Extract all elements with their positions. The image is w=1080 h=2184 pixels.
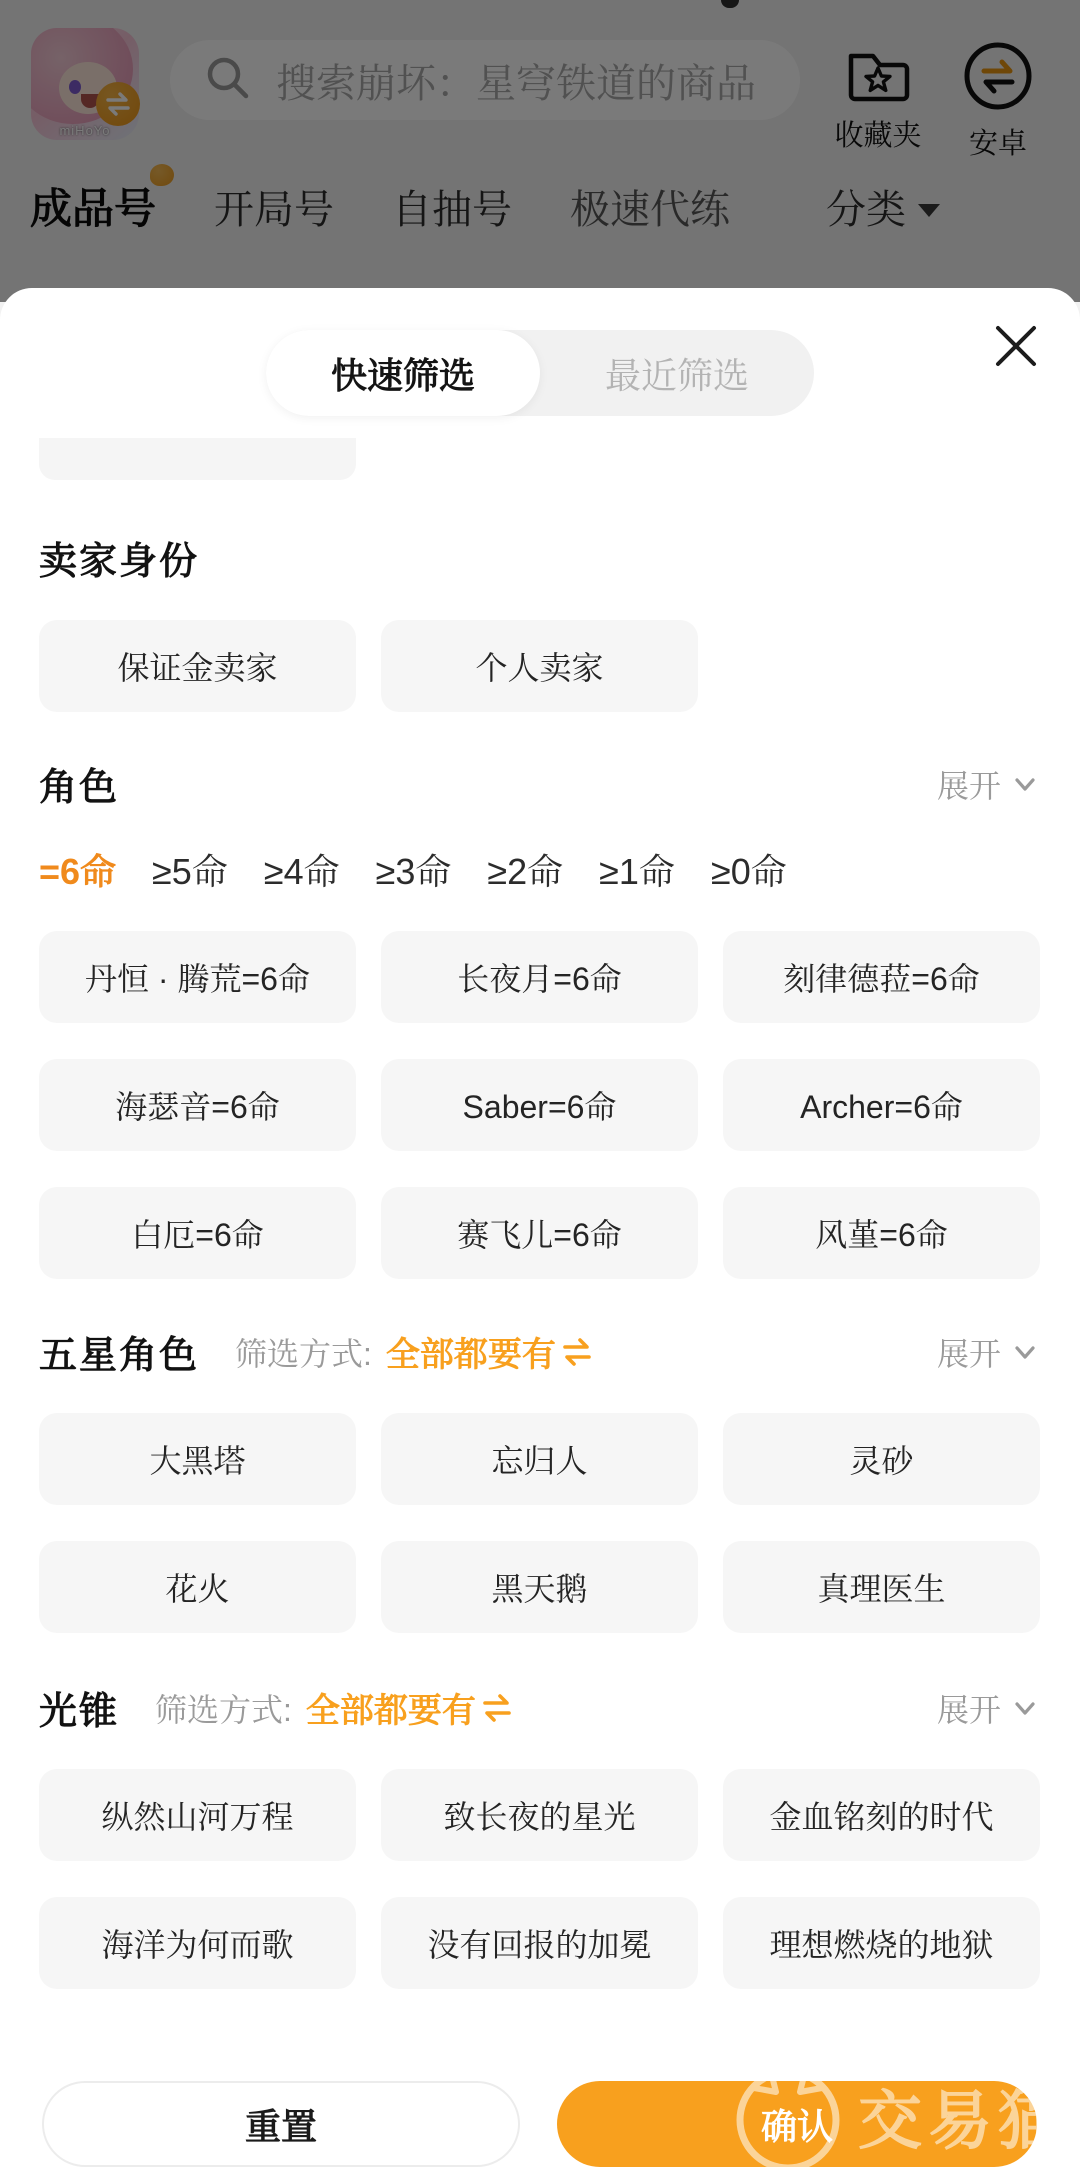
close-icon: [990, 320, 1042, 377]
expand-button[interactable]: 展开: [937, 761, 1041, 807]
five-star-options: [39, 1413, 1040, 1633]
tab-recent-filter[interactable]: 最近筛选: [604, 354, 749, 396]
filter-sheet: [0, 288, 1080, 2184]
filter-option[interactable]: 长夜月=6命: [381, 931, 698, 1023]
filter-option[interactable]: 花火: [39, 1541, 356, 1633]
eidolon-chip[interactable]: ≥0命: [710, 851, 787, 892]
chevron-down-icon: [1009, 768, 1041, 800]
filter-option[interactable]: 纵然山河万程: [39, 1769, 356, 1861]
seller-options: [39, 620, 1040, 712]
reset-button[interactable]: 重置: [42, 2081, 520, 2167]
filter-option[interactable]: 真理医生: [723, 1541, 1040, 1633]
section-seller-identity: [39, 530, 1041, 585]
close-button[interactable]: [980, 312, 1052, 384]
scrolled-option-stub[interactable]: [39, 438, 356, 480]
eidolon-chip[interactable]: ≥5命: [152, 851, 228, 892]
filter-option[interactable]: 黑天鹅: [381, 1541, 698, 1633]
eidolon-chip-row: [39, 844, 1041, 895]
expand-button[interactable]: 展开: [937, 1685, 1041, 1731]
confirm-button[interactable]: 确认: [557, 2081, 1037, 2167]
eidolon-chip[interactable]: =6命: [39, 851, 117, 892]
filter-option[interactable]: 金血铭刻的时代: [723, 1769, 1040, 1861]
filter-option[interactable]: 个人卖家: [381, 620, 698, 712]
filter-option[interactable]: 灵砂: [723, 1413, 1040, 1505]
filter-tab-switcher: [266, 330, 814, 416]
light-cone-options: [39, 1769, 1040, 1989]
eidolon-chip[interactable]: ≥1命: [599, 851, 675, 892]
section-title: 光锥: [39, 1691, 120, 1733]
eidolon-chip[interactable]: ≥3命: [375, 851, 452, 892]
filter-option[interactable]: 忘归人: [381, 1413, 698, 1505]
filter-option[interactable]: 白厄=6命: [39, 1187, 356, 1279]
filter-mode-toggle[interactable]: 筛选方式: 全部都要有: [155, 1683, 514, 1732]
filter-option[interactable]: 理想燃烧的地狱: [723, 1897, 1040, 1989]
filter-option[interactable]: 海洋为何而歌: [39, 1897, 356, 1989]
section-title: 五星角色: [39, 1335, 200, 1377]
filter-option[interactable]: Saber=6命: [381, 1059, 698, 1151]
section-five-star-characters: [39, 1324, 1041, 1379]
chevron-down-icon: [1009, 1336, 1041, 1368]
dim-overlay[interactable]: [0, 0, 1080, 302]
swap-icon: [560, 1337, 594, 1367]
watermark-text: 交易猫: [858, 2085, 1068, 2157]
tab-quick-filter[interactable]: 快速筛选: [266, 330, 540, 416]
filter-option[interactable]: 赛飞儿=6命: [381, 1187, 698, 1279]
swap-icon: [480, 1693, 514, 1723]
filter-option[interactable]: 风堇=6命: [723, 1187, 1040, 1279]
section-title: 角色: [39, 767, 120, 809]
eidolon-chip[interactable]: ≥2命: [487, 851, 564, 892]
section-title: 卖家身份: [39, 541, 200, 583]
eidolon-chip[interactable]: ≥4命: [263, 851, 340, 892]
filter-option[interactable]: 丹恒 · 腾荒=6命: [39, 931, 356, 1023]
filter-mode-toggle[interactable]: 筛选方式: 全部都要有: [235, 1327, 594, 1376]
filter-option[interactable]: 海瑟音=6命: [39, 1059, 356, 1151]
filter-option[interactable]: Archer=6命: [723, 1059, 1040, 1151]
section-light-cones: [39, 1680, 1041, 1735]
character-options: [39, 931, 1040, 1279]
chevron-down-icon: [1009, 1692, 1041, 1724]
filter-option[interactable]: 大黑塔: [39, 1413, 356, 1505]
section-characters: [39, 756, 1041, 811]
filter-option[interactable]: 没有回报的加冕: [381, 1897, 698, 1989]
filter-option[interactable]: 刻律德菈=6命: [723, 931, 1040, 1023]
filter-option[interactable]: 保证金卖家: [39, 620, 356, 712]
filter-option[interactable]: 致长夜的星光: [381, 1769, 698, 1861]
expand-button[interactable]: 展开: [937, 1329, 1041, 1375]
